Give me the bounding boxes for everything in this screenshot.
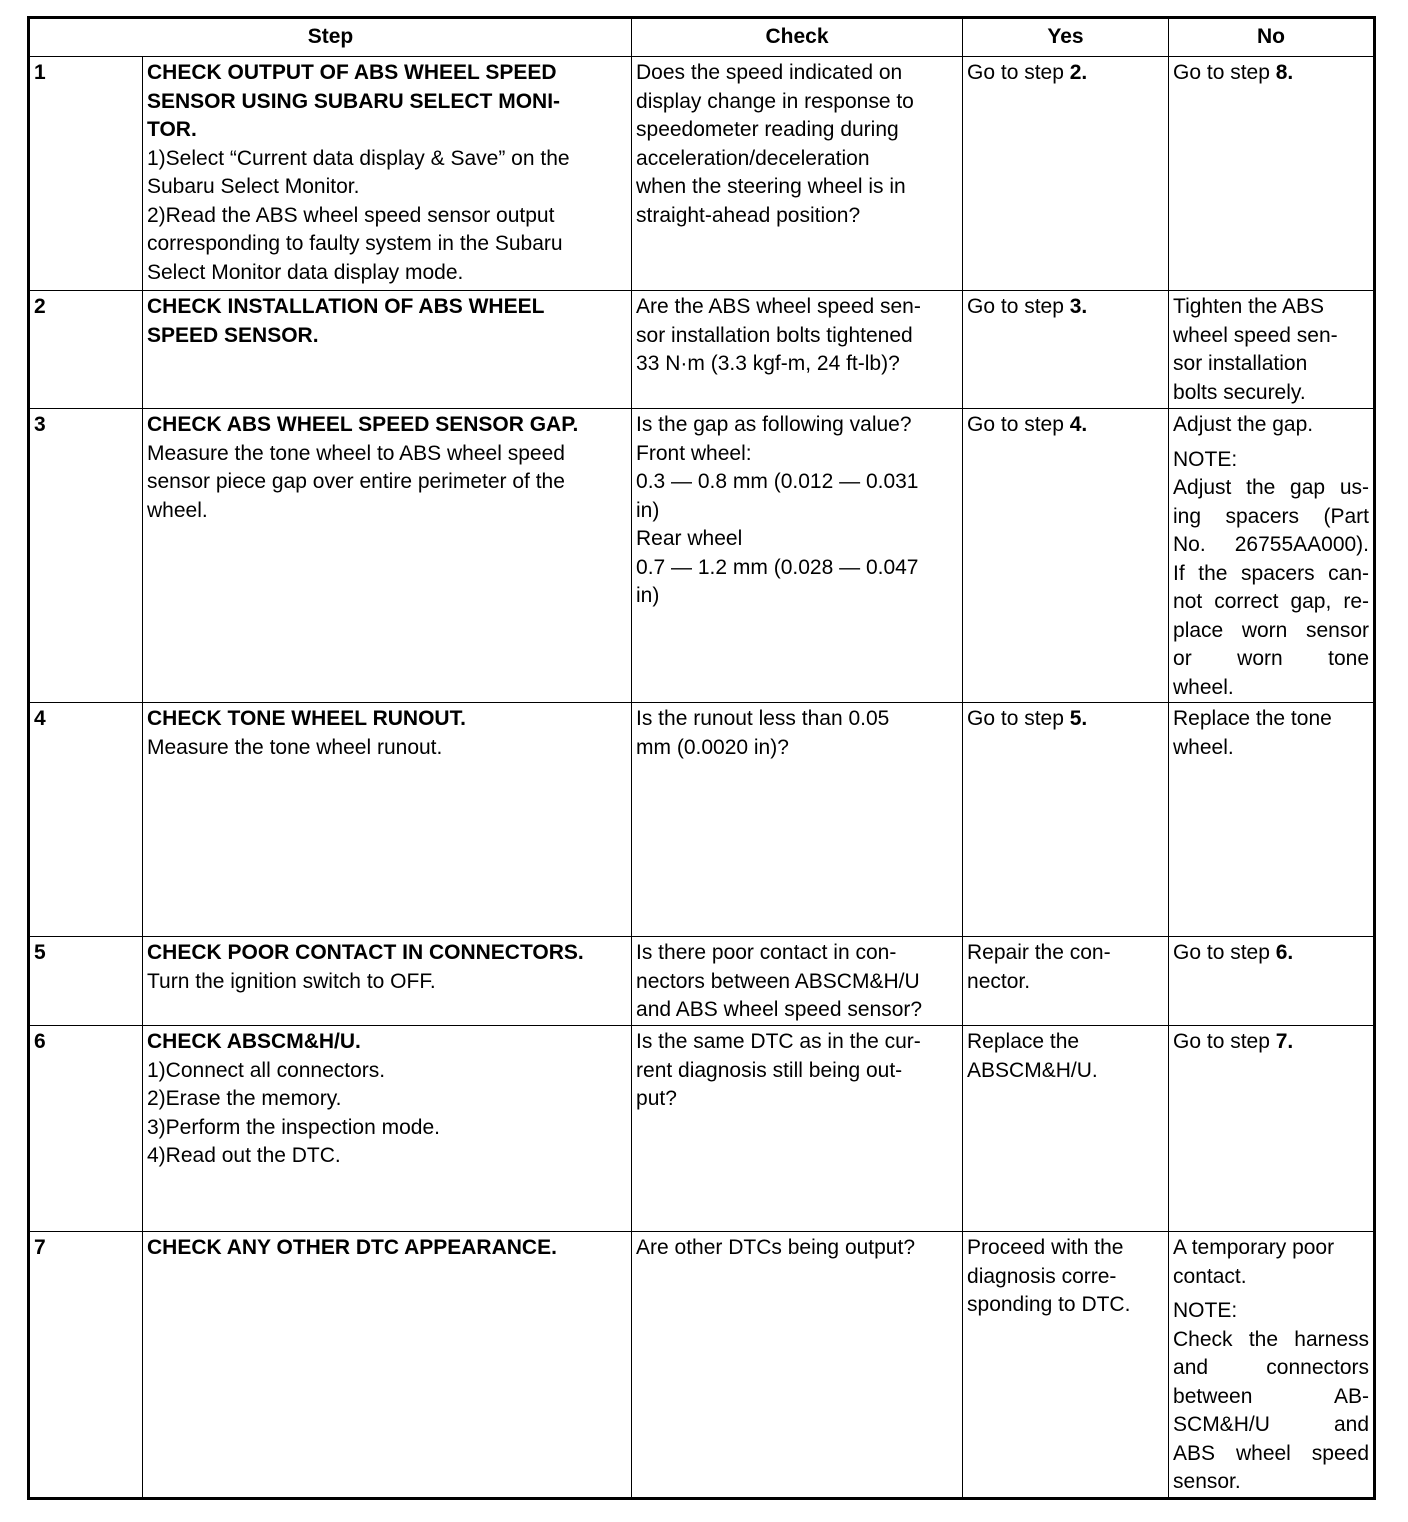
step-number: 1 <box>29 57 143 291</box>
step-number: 2 <box>29 291 143 409</box>
check-line: Are the ABS wheel speed sen- <box>636 295 921 318</box>
check-line: Does the speed indicated on <box>636 61 903 84</box>
check-line: acceleration/deceleration <box>636 146 870 170</box>
check-line: Front wheel: <box>636 441 752 465</box>
step-body-line: Measure the tone wheel runout. <box>147 735 443 759</box>
check-line: and ABS wheel speed sensor? <box>636 998 923 1021</box>
check-line: straight-ahead position? <box>636 203 861 227</box>
step-number: 3 <box>29 409 143 703</box>
step-title-line: TOR. <box>147 118 197 141</box>
yes-text: Go to step <box>967 707 1070 730</box>
check-line: 0.7 — 1.2 mm (0.028 — 0.047 <box>636 555 919 579</box>
note-line: If the spacers can- <box>1173 561 1370 585</box>
table-row <box>29 1026 1375 1232</box>
note-label: NOTE: <box>1173 1299 1238 1322</box>
check-line: nectors between ABSCM&H/U <box>636 969 920 993</box>
yes-step-ref: 3. <box>1069 295 1088 318</box>
step-title-line: CHECK ANY OTHER DTC APPEARANCE. <box>147 1236 557 1259</box>
check-line: in) <box>636 498 660 522</box>
check-cell <box>632 1026 963 1232</box>
step-body-line: Measure the tone wheel to ABS wheel speed <box>147 441 565 465</box>
no-step-ref: 6. <box>1275 941 1294 964</box>
table-row <box>29 409 1375 703</box>
no-line: Adjust the gap. <box>1173 413 1314 436</box>
check-line: rent diagnosis still being out- <box>636 1058 903 1082</box>
step-cell <box>143 57 632 291</box>
check-line: Is the same DTC as in the cur- <box>636 1030 921 1053</box>
header-yes: Yes <box>963 18 1169 57</box>
note-line: Check the harness <box>1173 1327 1370 1351</box>
no-cell <box>1169 1026 1375 1232</box>
table-row <box>29 1232 1375 1499</box>
check-cell <box>632 57 963 291</box>
yes-text: Go to step <box>967 413 1070 436</box>
step-body-line: 2)Erase the memory. <box>147 1087 342 1110</box>
yes-step-ref: 4. <box>1069 413 1088 436</box>
yes-line: Repair the con- <box>967 941 1111 964</box>
table-row <box>29 937 1375 1026</box>
no-line: bolts securely. <box>1173 380 1306 404</box>
note-line: wheel. <box>1173 675 1234 699</box>
step-title-line: CHECK ABSCM&H/U. <box>147 1030 361 1053</box>
no-cell <box>1169 1232 1375 1499</box>
no-line: A temporary poor <box>1173 1236 1335 1259</box>
yes-text: Go to step <box>967 61 1070 84</box>
check-line: sor installation bolts tightened <box>636 323 913 347</box>
check-line: Are other DTCs being output? <box>636 1236 916 1259</box>
no-cell <box>1169 703 1375 937</box>
step-title-line: CHECK INSTALLATION OF ABS WHEEL <box>147 295 545 318</box>
check-line: Is the runout less than 0.05 <box>636 707 890 730</box>
check-line: display change in response to <box>636 89 914 113</box>
step-cell <box>143 1232 632 1499</box>
step-number: 6 <box>29 1026 143 1232</box>
yes-step-ref: 2. <box>1069 61 1088 84</box>
yes-line: diagnosis corre- <box>967 1264 1117 1288</box>
step-body-line: 4)Read out the DTC. <box>147 1144 341 1167</box>
no-cell <box>1169 409 1375 703</box>
no-line: contact. <box>1173 1264 1247 1288</box>
note-line: ing spacers (Part <box>1173 504 1370 528</box>
no-line: sor installation <box>1173 352 1308 375</box>
step-body-line: 3)Perform the inspection mode. <box>147 1115 440 1139</box>
check-line: 33 N·m (3.3 kgf-m, 24 ft-lb)? <box>636 352 900 375</box>
step-title-line: CHECK OUTPUT OF ABS WHEEL SPEED <box>147 61 557 84</box>
step-title-line: CHECK POOR CONTACT IN CONNECTORS. <box>147 941 584 964</box>
yes-line: Proceed with the <box>967 1236 1124 1259</box>
step-body-line: Turn the ignition switch to OFF. <box>147 969 436 993</box>
yes-step-ref: 5. <box>1069 707 1088 730</box>
note-line: between AB- <box>1173 1384 1370 1408</box>
note-line: place worn sensor <box>1173 618 1370 642</box>
header-no: No <box>1169 18 1375 57</box>
note-line: or worn tone <box>1173 647 1370 670</box>
check-line: in) <box>636 584 660 607</box>
check-line: mm (0.0020 in)? <box>636 735 789 759</box>
check-line: put? <box>636 1087 677 1110</box>
no-cell <box>1169 57 1375 291</box>
no-step-ref: 7. <box>1275 1030 1294 1053</box>
check-cell <box>632 291 963 409</box>
yes-line: Replace the <box>967 1030 1080 1053</box>
check-cell <box>632 703 963 937</box>
note-line: not correct gap, re- <box>1173 590 1370 613</box>
yes-cell <box>963 937 1169 1026</box>
step-cell <box>143 291 632 409</box>
step-cell <box>143 937 632 1026</box>
no-line: wheel speed sen- <box>1173 323 1338 347</box>
no-step-ref: 8. <box>1275 61 1294 84</box>
check-line: Is there poor contact in con- <box>636 941 897 964</box>
step-title-line: SENSOR USING SUBARU SELECT MONI- <box>147 89 561 113</box>
yes-cell <box>963 291 1169 409</box>
note-line: ABS wheel speed <box>1173 1441 1370 1465</box>
yes-text: Go to step <box>967 295 1070 318</box>
no-line: Replace the tone <box>1173 707 1332 730</box>
step-body-line: Select Monitor data display mode. <box>147 260 464 284</box>
note-line: and connectors <box>1173 1356 1370 1379</box>
diagnostic-table <box>27 16 1376 1500</box>
no-text: Go to step <box>1173 1030 1276 1053</box>
yes-cell <box>963 1026 1169 1232</box>
note-line: sensor. <box>1173 1470 1241 1493</box>
table-row <box>29 703 1375 937</box>
step-cell <box>143 703 632 937</box>
header-step: Step <box>29 18 632 57</box>
yes-cell <box>963 1232 1169 1499</box>
step-body-line: Subaru Select Monitor. <box>147 175 360 198</box>
table-row <box>29 291 1375 409</box>
note-line: Adjust the gap us- <box>1173 476 1370 499</box>
check-line: speedometer reading during <box>636 118 899 141</box>
step-title-line: CHECK TONE WHEEL RUNOUT. <box>147 707 466 730</box>
no-text: Go to step <box>1173 941 1276 964</box>
yes-line: nector. <box>967 969 1031 993</box>
no-cell <box>1169 937 1375 1026</box>
step-body-line: wheel. <box>147 498 208 522</box>
yes-line: ABSCM&H/U. <box>967 1058 1098 1082</box>
step-body-line: corresponding to faulty system in the Subaru <box>147 232 563 255</box>
step-body-line: 2)Read the ABS wheel speed sensor output <box>147 203 555 227</box>
check-cell <box>632 1232 963 1499</box>
note-label: NOTE: <box>1173 447 1238 471</box>
check-line: when the steering wheel is in <box>636 175 906 198</box>
check-cell <box>632 409 963 703</box>
no-line: Tighten the ABS <box>1173 295 1325 318</box>
check-cell <box>632 937 963 1026</box>
yes-cell <box>963 703 1169 937</box>
header-check: Check <box>632 18 963 57</box>
no-cell <box>1169 291 1375 409</box>
step-body-line: sensor piece gap over entire perimeter of the <box>147 470 565 493</box>
note-line: No. 26755AA000). <box>1173 533 1370 556</box>
step-cell <box>143 1026 632 1232</box>
yes-cell <box>963 57 1169 291</box>
step-title-line: CHECK ABS WHEEL SPEED SENSOR GAP. <box>147 413 579 436</box>
header-row <box>29 18 1375 57</box>
step-number: 7 <box>29 1232 143 1499</box>
yes-line: sponding to DTC. <box>967 1293 1131 1316</box>
note-line: SCM&H/U and <box>1173 1413 1370 1436</box>
no-text: Go to step <box>1173 61 1276 84</box>
step-number: 4 <box>29 703 143 937</box>
no-line: wheel. <box>1173 735 1234 759</box>
step-cell <box>143 409 632 703</box>
check-line: 0.3 — 0.8 mm (0.012 — 0.031 <box>636 470 919 493</box>
step-body-line: 1)Select “Current data display & Save” on the <box>147 146 570 170</box>
yes-cell <box>963 409 1169 703</box>
check-line: Is the gap as following value? <box>636 413 912 436</box>
step-number: 5 <box>29 937 143 1026</box>
step-title-line: SPEED SENSOR. <box>147 323 319 347</box>
step-body-line: 1)Connect all connectors. <box>147 1058 386 1082</box>
table-row <box>29 57 1375 291</box>
check-line: Rear wheel <box>636 527 743 550</box>
